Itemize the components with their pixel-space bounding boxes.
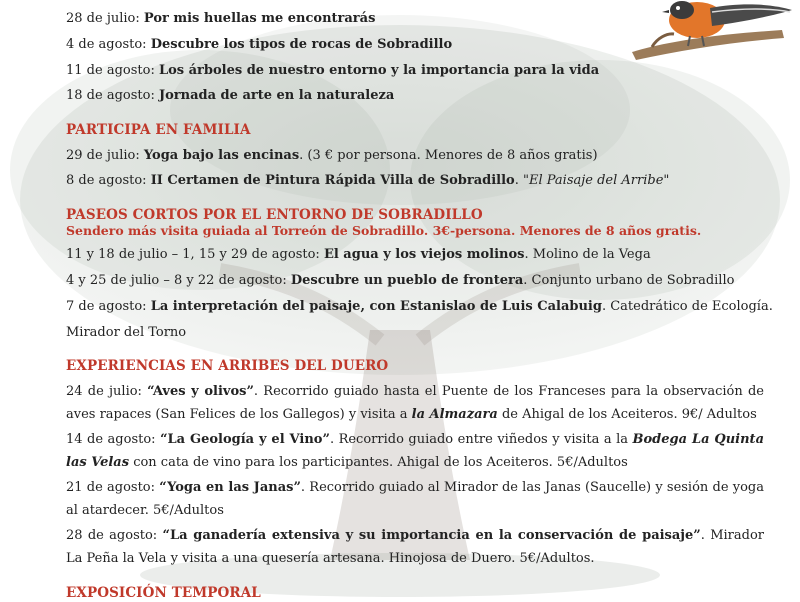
activity-title: La interpretación del paisaje, con Estanislao de Luis Calabuig — [150, 299, 602, 314]
activity-date: 14 de agosto: — [66, 432, 156, 447]
activity-details: . Catedrático de Ecología. — [601, 299, 773, 314]
activity-date: 21 de agosto: — [66, 480, 156, 495]
activity-date: 28 de agosto: — [66, 528, 158, 543]
list-item — [66, 428, 764, 474]
list-item — [66, 246, 651, 264]
activity-title: Por mis huellas me encontrarás — [143, 11, 376, 26]
list-item — [66, 298, 773, 316]
section-heading-exposicion: EXPOSICIÓN TEMPORAL — [66, 585, 261, 601]
list-item — [66, 87, 394, 105]
activity-details: con cata de vino para los participantes. Ahigal de los Aceiteros. 5€/Adultos — [129, 455, 628, 470]
activity-title: “Yoga en las Janas” — [159, 480, 301, 495]
activity-details: . Recorrido guiado entre viñedos y visita a la — [329, 432, 633, 447]
activity-title: “Aves y olivos” — [147, 384, 254, 399]
activity-title: “La ganadería extensiva y su importancia en la conservación de paisaje” — [162, 528, 701, 543]
list-item — [66, 10, 375, 28]
list-item — [66, 380, 764, 426]
activity-subtitle: "El Paisaje del Arribe" — [522, 173, 670, 188]
activity-date: 7 de agosto: — [66, 299, 147, 314]
activity-date: 11 de agosto: — [66, 63, 155, 78]
activity-title: Yoga bajo las encinas — [143, 148, 300, 163]
list-item — [66, 172, 669, 190]
activity-details: . Recorrido guiado hasta el Puente de los Franceses para la observación de aves rapaces (San Felices de los Gallegos) y visita a — [66, 384, 764, 422]
activity-date: 29 de julio: — [66, 148, 140, 163]
activity-details: . (3 € por persona. Menores de 8 años gratis) — [299, 148, 598, 163]
section-heading-experiencias: EXPERIENCIAS EN ARRIBES DEL DUERO — [66, 358, 389, 374]
list-item — [66, 36, 452, 54]
section-heading-familia: PARTICIPA EN FAMILIA — [66, 122, 251, 138]
list-item — [66, 524, 764, 570]
activity-title: Jornada de arte en la naturaleza — [158, 88, 395, 103]
list-item — [66, 147, 598, 165]
activity-title: El agua y los viejos molinos — [323, 247, 525, 262]
bird-illustration — [612, 0, 800, 62]
location-text: Mirador del Torno — [66, 325, 187, 340]
section-subheading: Sendero más visita guiada al Torreón de Sobradillo. 3€-persona. Menores de 8 años gratis. — [66, 223, 702, 238]
activity-details: . Mirador La Peña la Vela y visita a una quesería artesana. Hinojosa de Duero. 5€/Adultos. — [66, 528, 764, 566]
activity-date: 8 de agosto: — [66, 173, 147, 188]
section-heading-paseos: PASEOS CORTOS POR EL ENTORNO DE SOBRADILLO — [66, 207, 483, 223]
activity-details: . — [514, 173, 519, 188]
activity-title: II Certamen de Pintura Rápida Villa de Sobradillo — [150, 173, 515, 188]
activity-details: de Ahigal de los Aceiteros. 9€/ Adultos — [497, 407, 757, 422]
activity-title: Los árboles de nuestro entorno y la importancia para la vida — [158, 63, 600, 78]
activity-date: 4 de agosto: — [66, 37, 147, 52]
place-name: Bodega La Quinta las Velas — [66, 432, 764, 470]
activity-date: 18 de agosto: — [66, 88, 155, 103]
activity-date: 4 y 25 de julio – 8 y 22 de agosto: — [66, 273, 287, 288]
activity-title: “La Geología y el Vino” — [160, 432, 330, 447]
list-item — [66, 272, 734, 290]
activity-details: . Conjunto urbano de Sobradillo — [523, 273, 735, 288]
activity-date: 24 de julio: — [66, 384, 142, 399]
activity-details: . Recorrido guiado al Mirador de las Janas (Saucelle) y sesión de yoga al atardecer. 5€/Adultos — [66, 480, 764, 518]
activity-title: Descubre un pueblo de frontera — [290, 273, 524, 288]
activity-details: . Molino de la Vega — [524, 247, 651, 262]
activity-title: Descubre los tipos de rocas de Sobradillo — [150, 37, 453, 52]
activity-date: 11 y 18 de julio – 1, 15 y 29 de agosto: — [66, 247, 320, 262]
activity-date: 28 de julio: — [66, 11, 140, 26]
place-name: la Almazara — [411, 407, 498, 422]
list-item — [66, 62, 599, 80]
list-item — [66, 476, 764, 522]
